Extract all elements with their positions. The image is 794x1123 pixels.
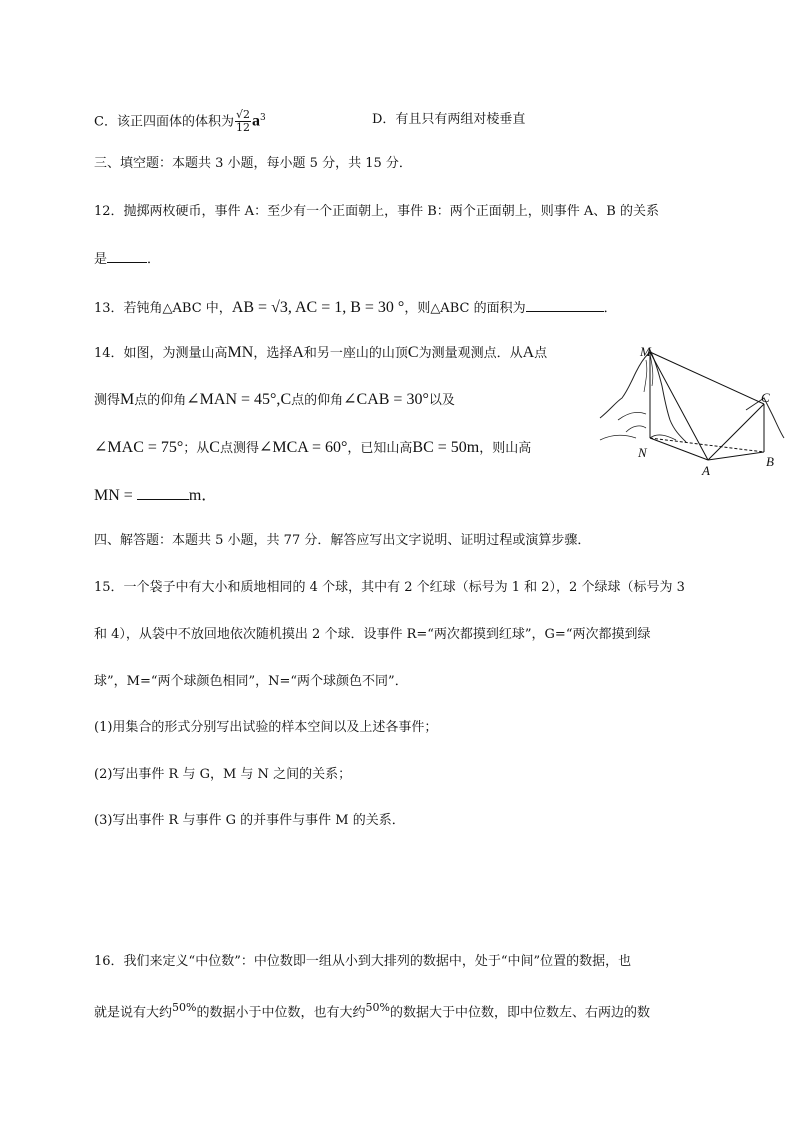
mountain-shading: [644, 354, 653, 392]
q12-line2-suffix: ．: [147, 252, 161, 267]
q13-end: ．: [603, 301, 617, 316]
line-na: [650, 438, 708, 460]
label-a: A: [702, 463, 710, 478]
q12-line1: 12．抛掷两枚硬币，事件 A：至少有一个正面朝上，事件 B：两个正面朝上，则事件 A、B 的关系: [94, 204, 659, 219]
q14-l2-math-angle-man: ∠MAN = 45°,: [186, 391, 281, 408]
q13-prefix: 13．若钝角△ABC 中，: [94, 301, 232, 316]
q16-line1: 16．我们来定义“中位数”：中位数即一组从小到大排列的数据中，处于“中间”位置的数据，也: [94, 954, 632, 969]
q15-line2: 和 4），从袋中不放回地依次随机摸出 2 个球．设事件 R=“两次都摸到红球”，G=“两次都摸到绿: [94, 627, 651, 642]
q11-volume-variable: a: [251, 112, 260, 130]
q12-answer-blank[interactable]: [107, 248, 147, 263]
q13-line: [94, 297, 617, 319]
q14-l1-math-c: C: [407, 344, 419, 361]
q14-line4: [94, 485, 217, 507]
line-mc: [650, 352, 764, 404]
q11-fraction-numerator: √2: [235, 108, 250, 122]
label-c: C: [761, 390, 770, 405]
line-ma: [650, 352, 708, 460]
q11-fraction-denominator: 12: [235, 121, 250, 135]
q14-l1-math-a2: A: [522, 344, 535, 361]
q15-part1: (1)用集合的形式分别写出试验的样本空间以及上述各事件；: [94, 720, 438, 735]
section4-heading: 四、解答题：本题共 5 小题，共 77 分．解答应写出文字说明、证明过程或演算步骤．: [94, 533, 591, 548]
q13-answer-blank[interactable]: [526, 297, 604, 312]
q14-l3-math-angle-mac: ∠MAC = 75°: [94, 439, 184, 456]
q11-option-c: [94, 108, 266, 134]
q14-l2-math-angle-cab: ∠CAB = 30°: [343, 391, 429, 408]
q14-l4-math-unit: m．: [188, 487, 218, 504]
q16-line2-text-a: 就是说有大约: [94, 1005, 173, 1021]
q11-option-d: D．有且只有两组对棱垂直: [372, 112, 526, 127]
q11-volume-exponent: 3: [259, 113, 266, 123]
q16-line2-percent-2: 50%: [365, 1001, 390, 1014]
q14-l2-text-a: 测得: [94, 393, 121, 408]
q16-line2: [94, 998, 650, 1023]
q14-l3-math-c: C: [209, 439, 220, 456]
q14-l2-math-c: C: [280, 391, 292, 408]
q14-l1-text-d: 为测量观测点．从: [418, 346, 523, 361]
q16-line2-text-b: 的数据小于中位数，也有大约: [196, 1005, 366, 1021]
q14-l1-text-a: 14．如图，为测量山高: [94, 346, 228, 361]
q15-part2: (2)写出事件 R 与 G，M 与 N 之间的关系；: [94, 767, 352, 782]
q14-l2-text-d: 以及: [428, 393, 455, 408]
q14-l1-text-e: 点: [534, 346, 548, 361]
q14-line3: [94, 438, 531, 459]
q13-suffix: ，则△ABC 的面积为: [404, 301, 526, 316]
q14-l2-math-m: M: [120, 391, 135, 408]
label-n: N: [638, 445, 647, 460]
q15-line1: 15．一个袋子中有大小和质地相同的 4 个球，其中有 2 个红球（标号为 1 和 2），2 个绿球（标号为 3: [94, 580, 685, 595]
q11-volume-fraction: [235, 109, 251, 134]
q14-l4-math-mn: MN =: [94, 487, 137, 504]
q14-l1-math-mn: MN: [227, 344, 254, 361]
q13-math: AB = √3, AC = 1, B = 30 °: [231, 299, 405, 316]
q12-line2-prefix: 是: [94, 252, 108, 267]
q12-line2: [94, 248, 160, 270]
section3-heading: 三、填空题：本题共 3 小题，每小题 5 分，共 15 分．: [94, 156, 412, 171]
label-b: B: [766, 454, 774, 469]
q14-l2-text-b: 点的仰角: [134, 393, 187, 408]
q14-l3-text-a: ；从: [183, 441, 210, 456]
mountain-ridges: [600, 412, 676, 440]
q16-line2-percent-1: 50%: [172, 1001, 197, 1014]
q14-l2-text-c: 点的仰角: [291, 393, 344, 408]
q11-option-c-text: C．该正四面体的体积为: [94, 114, 234, 130]
label-m: M: [640, 344, 651, 359]
q14-l3-text-b: 点测得: [219, 441, 259, 456]
q14-l1-math-a: A: [292, 344, 304, 361]
q14-l1-text-b: ，选择: [253, 346, 293, 361]
q14-line1: [94, 343, 547, 364]
q15-part3: (3)写出事件 R 与事件 G 的并事件与事件 M 的关系．: [94, 813, 405, 828]
q14-l3-text-d: ，则山高: [479, 441, 532, 456]
q14-line2: [94, 390, 455, 411]
q14-l3-math-angle-mca: ∠MCA = 60°: [258, 439, 348, 456]
line-ab: [708, 452, 764, 460]
q14-answer-blank[interactable]: [137, 485, 189, 500]
q14-l3-math-bc: BC = 50m: [412, 439, 480, 456]
line-ca: [708, 404, 764, 460]
q14-l1-text-c: 和另一座山的山顶: [303, 346, 408, 361]
q16-line2-text-c: 的数据大于中位数，即中位数左、右两边的数: [389, 1005, 650, 1021]
q14-mountain-figure: [596, 340, 788, 480]
q14-l3-text-c: ，已知山高: [347, 441, 413, 456]
q15-line3: 球”，M=“两个球颜色相同”，N=“两个球颜色不同”．: [94, 674, 408, 689]
